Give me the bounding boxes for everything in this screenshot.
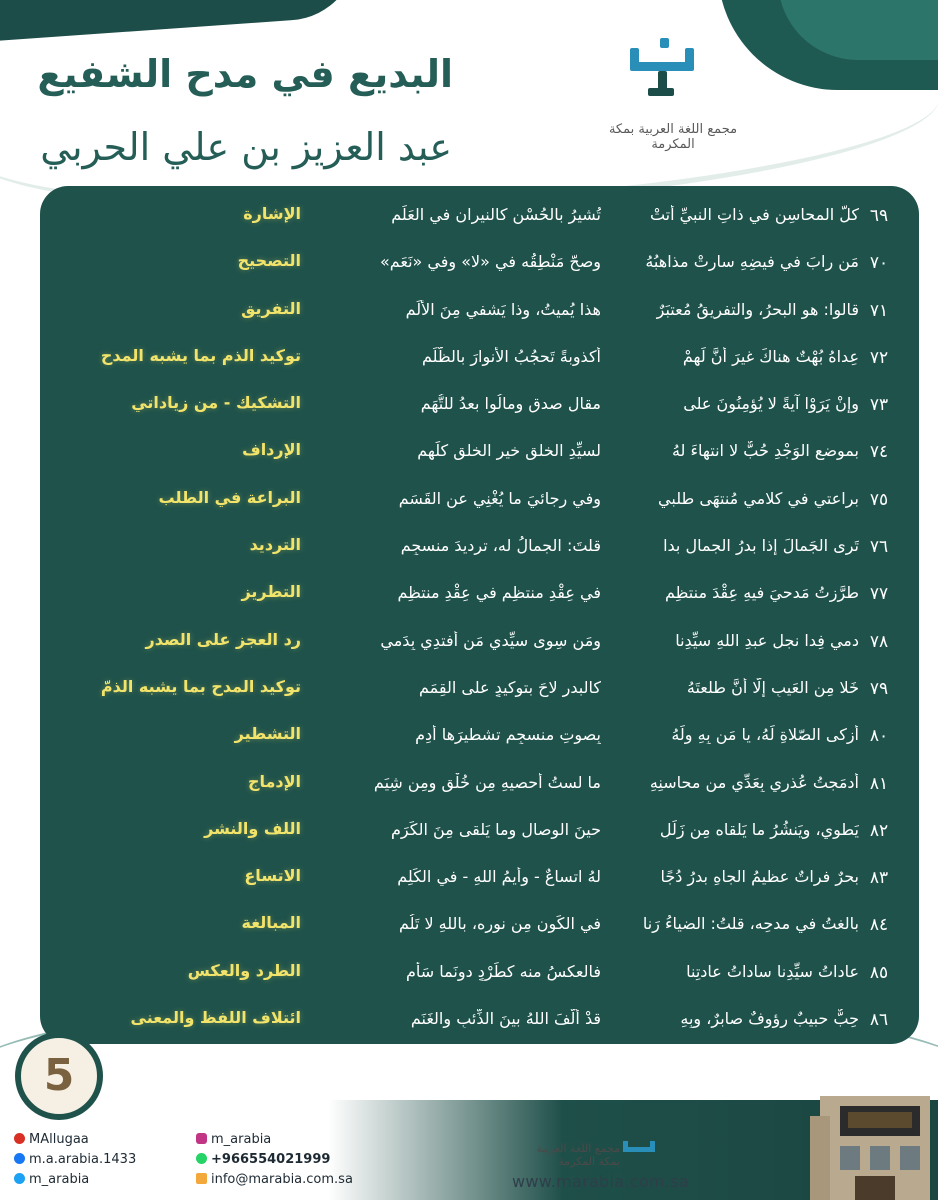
verse-second-hemistich: حينَ الوِصالِ وما يَلقى مِنَ الكَرَمِ [391,819,601,839]
verse-first-hemistich: أدمَجتُ عُذري بِعَدِّي من محاسنِهِ [649,772,859,792]
verse-first-hemistich: دمي فِدا نجلِ عبدِ اللهِ سيِّدِنا [675,630,859,650]
rhetorical-device-label: التشطير [234,724,301,744]
verse-first-hemistich: بحرٌ فراتٌ عظيمُ الجاهِ بدرُ دُجًا [660,867,859,887]
verse-first-hemistich: بموضعِ الوَجْدِ حُبٌّ لا انتهاءَ لهُ [671,441,859,461]
verse-second-hemistich: فالعكسُ منه كطَرْدٍ دونَما سَأَمِ [406,961,601,981]
website-link[interactable]: www.marabia.com.sa [512,1172,689,1191]
verse-number: ٨٤ [869,915,889,936]
verse-number: ٨٥ [869,962,889,983]
verse-row [40,951,919,998]
facebook-icon [14,1153,25,1164]
footer-logo [516,1136,656,1170]
twitter-link[interactable]: m_arabia [14,1172,89,1187]
verse-row [40,809,919,856]
rhetorical-device-label: التفريق [241,298,301,318]
verse-second-hemistich: وفي رجائيَ ما يُغْنِي عنِ القَسَمِ [398,488,601,508]
verse-second-hemistich: تُشيرُ بالحُسْنِ كالنيرانِ في العَلَمِ [391,205,601,224]
verse-number: ٧٢ [869,347,889,368]
rhetorical-device-label: ائتلاف اللفظ والمعنى [130,1008,301,1028]
verse-number: ٨٦ [869,1010,889,1031]
poem-title: البديع في مدح الشفيع [37,52,453,96]
rhetorical-device-label: التشكيك - من زياداتي [131,393,301,413]
rhetorical-device-label: التطريز [241,582,301,602]
footer-band [0,1100,938,1200]
rhetorical-device-label: اللف والنشر [204,818,301,838]
youtube-icon [14,1133,25,1144]
verse-first-hemistich: قالوا: هو البحرُ، والتفريقُ مُعتبَرٌ [656,299,859,319]
verse-first-hemistich: يَطوي، ويَنشُرُ ما يَلقاه مِن زَلَلٍ [659,819,859,839]
verse-first-hemistich: مَن رابَ في فيضِهِ سارتْ مذاهبُهُ [645,252,859,272]
rhetorical-device-label: الاتساع [244,866,301,886]
verse-number: ٧٠ [869,253,889,274]
verses-panel [40,186,919,1044]
verse-second-hemistich: قدْ ألَّفَ اللهُ بينَ الذِّئبِ والغَنَمِ [410,1009,601,1029]
verse-number: ٨٣ [869,868,889,889]
rhetorical-device-label: الإرداف [242,440,301,460]
twitter-icon [14,1173,25,1184]
corner-decoration-left [0,0,362,45]
building-image [810,1076,935,1200]
verse-number: ٧٦ [869,537,889,558]
verse-number: ٧٣ [869,395,889,416]
verse-first-hemistich: أزكى الصّلاةِ لَهُ، يا مَن بِهِ ولَهُ [671,725,859,745]
author-name: عبد العزيز بن علي الحربي [40,125,452,169]
rhetorical-device-label: الإشارة [243,204,301,223]
verse-second-hemistich: لهُ اتساعٌ - وأَيمُ اللهِ - في الكَلِمِ [397,867,601,887]
verse-first-hemistich: خَلا مِن العَيبِ إلّا أنَّ طلعتَهُ [686,677,859,697]
verse-row [40,289,919,336]
rhetorical-device-label: رد العجز على الصدر [145,629,301,649]
rhetorical-device-label: التصحيح [237,251,301,271]
verse-second-hemistich: مقالِ صدقٍ ومالُوا بعدُ للتُّهَمِ [420,394,601,414]
academy-logo-icon [626,38,698,98]
verse-row [40,194,919,241]
verse-row [40,241,919,288]
whatsapp-link[interactable]: +966554021999 [196,1152,330,1167]
verse-first-hemistich: طرَّزتُ مَدحيَ فيهِ عِقْدَ منتظِمٍ [665,583,859,603]
verse-first-hemistich: تَرى الجَمالَ إذا بدرُ الجمالِ بدا [663,536,859,556]
footer-logo-icon [622,1138,656,1162]
whatsapp-icon [196,1153,207,1164]
verse-first-hemistich: حِبٌّ حبيبٌ رؤوفٌ صابرٌ، وبِهِ [680,1009,859,1029]
verse-second-hemistich: قلتَ: الجمالُ له، ترديدَ منسجِمِ [400,536,601,556]
instagram-link[interactable]: m_arabia [196,1132,271,1147]
verse-number: ٧٨ [869,631,889,652]
verse-second-hemistich: ما لستُ أُحصيهِ مِن خُلْقٍ ومِن شِيَمِ [373,772,601,792]
verse-number: ٧٧ [869,584,889,605]
verse-number: ٧٤ [869,442,889,463]
verse-second-hemistich: في الكَونِ مِن نورِه، باللهِ لا تَلُمِ [398,914,601,934]
verse-row [40,430,919,477]
verse-second-hemistich: في عِقْدِ منتظِمٍ في عِقْدِ منتظِمِ [397,583,601,603]
verse-first-hemistich: عاداتُ سيِّدِنا ساداتُ عادتِنا [686,961,859,981]
verse-first-hemistich: بالغتُ في مدحِه، قلتُ: الضياءُ رَنا [642,914,859,934]
verse-number: ٧١ [869,300,889,321]
academy-logo-text: مجمع اللغة العربية بمكة المكرمة [608,122,738,152]
academy-logo [598,38,748,152]
verse-row [40,336,919,383]
verse-row [40,762,919,809]
rhetorical-device-label: الإدماج [247,771,301,791]
verse-row [40,998,919,1045]
verse-first-hemistich: وإنْ يَرَوْا آيةً لا يُؤمِنُونَ على [683,394,859,414]
rhetorical-device-label: توكيد الذم بما يشبه المدح [100,345,301,365]
verse-number: ٨١ [869,773,889,794]
verse-row [40,383,919,430]
rhetorical-device-label: المبالغة [241,913,301,933]
verse-number: ٦٩ [869,206,889,226]
verse-number: ٨٢ [869,820,889,841]
verse-second-hemistich: هذا يُميتُ، وذا يَشفي مِنَ الألَمِ [405,299,601,319]
verse-row [40,903,919,950]
verse-second-hemistich: أُكذوبةً تَحجُبُ الأنوارَ بالظُّلَمِ [421,346,601,366]
verse-first-hemistich: براعتي في كلامي مُنتهَى طلبي [658,488,859,508]
verse-row [40,620,919,667]
verse-second-hemistich: كالبدرِ لاحَ بتوكيدٍ على القِمَمِ [419,677,601,697]
verse-second-hemistich: وصحّ مَنْطِقُه في «لا» وفي «نَعَمِ» [379,252,601,272]
verse-second-hemistich: لسيِّدِ الخلقِ خيرِ الخلقِ كلِّهِمِ [417,441,601,461]
verse-second-hemistich: بِصوتِ منسجِمٍ تشطيرَها أدِمِ [415,725,601,745]
verses-list [40,194,919,1045]
verse-row [40,667,919,714]
verse-row [40,572,919,619]
youtube-link[interactable]: MAllugaa [14,1132,89,1147]
verse-row [40,856,919,903]
rhetorical-device-label: الطرد والعكس [187,960,301,980]
rhetorical-device-label: توكيد المدح بما يشبه الذمّ [100,676,301,696]
email-link[interactable]: info@marabia.com.sa [196,1172,353,1187]
instagram-icon [196,1133,207,1144]
rhetorical-device-label: الترديد [249,535,301,555]
verse-row [40,714,919,761]
verse-row [40,478,919,525]
verse-number: ٧٥ [869,489,889,510]
facebook-link[interactable]: m.a.arabia.1433 [14,1152,136,1167]
page-number-badge: 5 [15,1032,103,1120]
rhetorical-device-label: البراعة في الطلب [158,487,301,507]
footer-logo-text: مجمع اللغة العربية بمكة المكرمة [536,1142,620,1168]
verse-number: ٧٩ [869,678,889,699]
verse-first-hemistich: كلّ المحاسِنِ في ذاتِ النبيِّ أتتْ [649,205,859,224]
email-icon [196,1173,207,1184]
verse-number: ٨٠ [869,726,889,747]
verse-second-hemistich: ومَن سِوى سيِّدي مَن أفتدِي بِدَمي [380,630,601,650]
verse-first-hemistich: عِداهُ بُهْتٌ هناكَ غيرَ أنَّ لَهمْ [682,346,859,366]
verse-row [40,525,919,572]
